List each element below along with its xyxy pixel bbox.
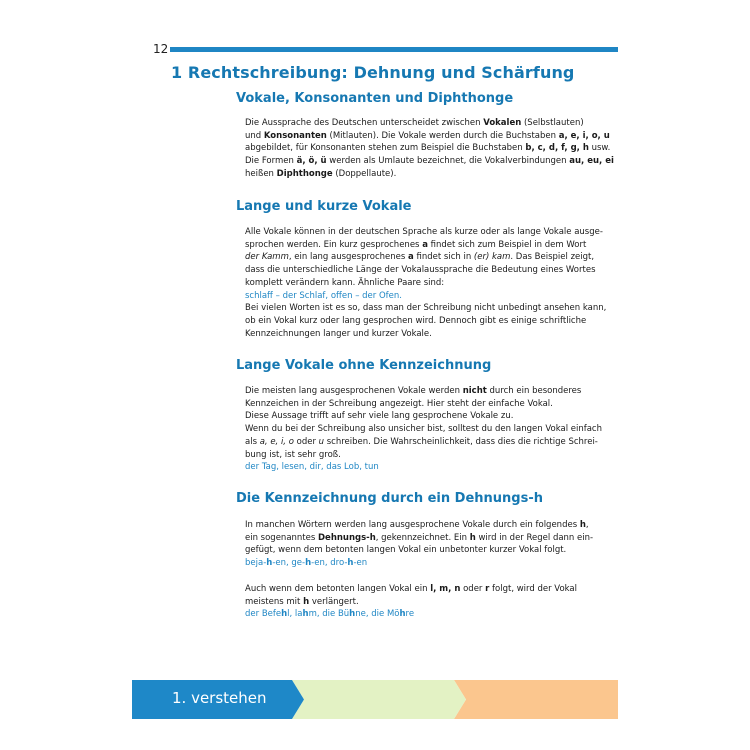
section-paragraph: Auch wenn dem betonten langen Vokal ein l, m, n oder r folgt, wird der Vokal meistens mit h verlängert. der Befehl, lahm, die Bühne, die Möhre — [245, 584, 577, 620]
section-title-lange-vokale-ohne: Lange Vokale ohne Kennzeichnung — [236, 358, 492, 373]
section-title-dehnungs-h: Die Kennzeichnung durch ein Dehnungs-h — [236, 491, 543, 506]
section-paragraph: Die Aussprache des Deutschen unterscheidet zwischen Vokalen (Selbstlauten) und Konsonanten (Mitlauten). Die Vokale werden durch die Buchstaben a, e, i, o, u abgebildet, für Konsonanten stehen zum Beispiel die Buchstaben b, c, d, f, g, h usw. Die Formen ä, ö, ü werden als Umlaute bezeichnet, die Vokalverbindungen au, eu, ei heißen Diphthonge (Doppellaute). — [245, 118, 614, 179]
section-title-lange-kurze-vokale: Lange und kurze Vokale — [236, 199, 412, 214]
step-2 — [292, 680, 466, 719]
section-title-vokale-konsonanten: Vokale, Konsonanten und Diphthonge — [236, 91, 514, 106]
footer-step-bar — [132, 680, 618, 719]
top-rule — [170, 47, 618, 52]
example-words: der Befehl, lahm, die Bühne, die Möhre — [245, 609, 415, 620]
step-3 — [454, 680, 618, 719]
example-words: beja-h-en, ge-h-en, dro-h-en — [245, 558, 368, 569]
section-paragraph: Die meisten lang ausgesprochenen Vokale werden nicht durch ein besonderes Kennzeichen in der Schreibung angezeigt. Hier steht der einfache Vokal. Diese Aussage trifft auf sehr viele lang gesprochene Vokale zu. Wenn du bei der Schreibung also unsicher bist, solltest du den langen Vokal einfach als a, e, i, o oder u schreiben. Die Wahrscheinlichkeit, dass dies die richtige Schrei- bung ist, ist sehr groß. der Tag, lesen, dir, das Lob, tun — [245, 386, 602, 473]
example-words: schlaff – der Schlaf, offen – der Ofen. — [245, 290, 402, 301]
chapter-title: 1 Rechtschreibung: Dehnung und Schärfung — [171, 63, 575, 82]
step-verstehen-label: 1. verstehen — [172, 689, 267, 707]
section-paragraph: In manchen Wörtern werden lang ausgesprochene Vokale durch ein folgendes h, ein sogenanntes Dehnungs-h, gekennzeichnet. Ein h wird in der Regel dann ein- gefügt, wenn dem betonten langen Vokal ein unbetonter kurzer Vokal folgt. beja-h-en, ge-h-en, dro-h-en — [245, 520, 594, 569]
example-words: der Tag, lesen, dir, das Lob, tun — [245, 462, 379, 473]
section-paragraph: Alle Vokale können in der deutschen Sprache als kurze oder als lange Vokale ausge- sprochen werden. Ein kurz gesprochenes a findet sich zum Beispiel in dem Wort der Kamm, ein lang ausgesprochenes a findet sich in (er) kam. Das Beispiel zeigt, dass die unterschiedliche Länge der Vokalaussprache die Bedeutung eines Wortes komplett verändern kann. Ähnliche Paare sind: schlaff – der Schlaf, offen – der Ofen. Bei vielen Worten ist es so, dass man der Schreibung nicht unbedingt ansehen kann, ob ein Vokal kurz oder lang gesprochen wird. Dennoch gibt es einige schriftliche Kennzeichnungen langer und kurzer Vokale. — [245, 227, 607, 339]
page-number: 12 — [153, 42, 169, 56]
